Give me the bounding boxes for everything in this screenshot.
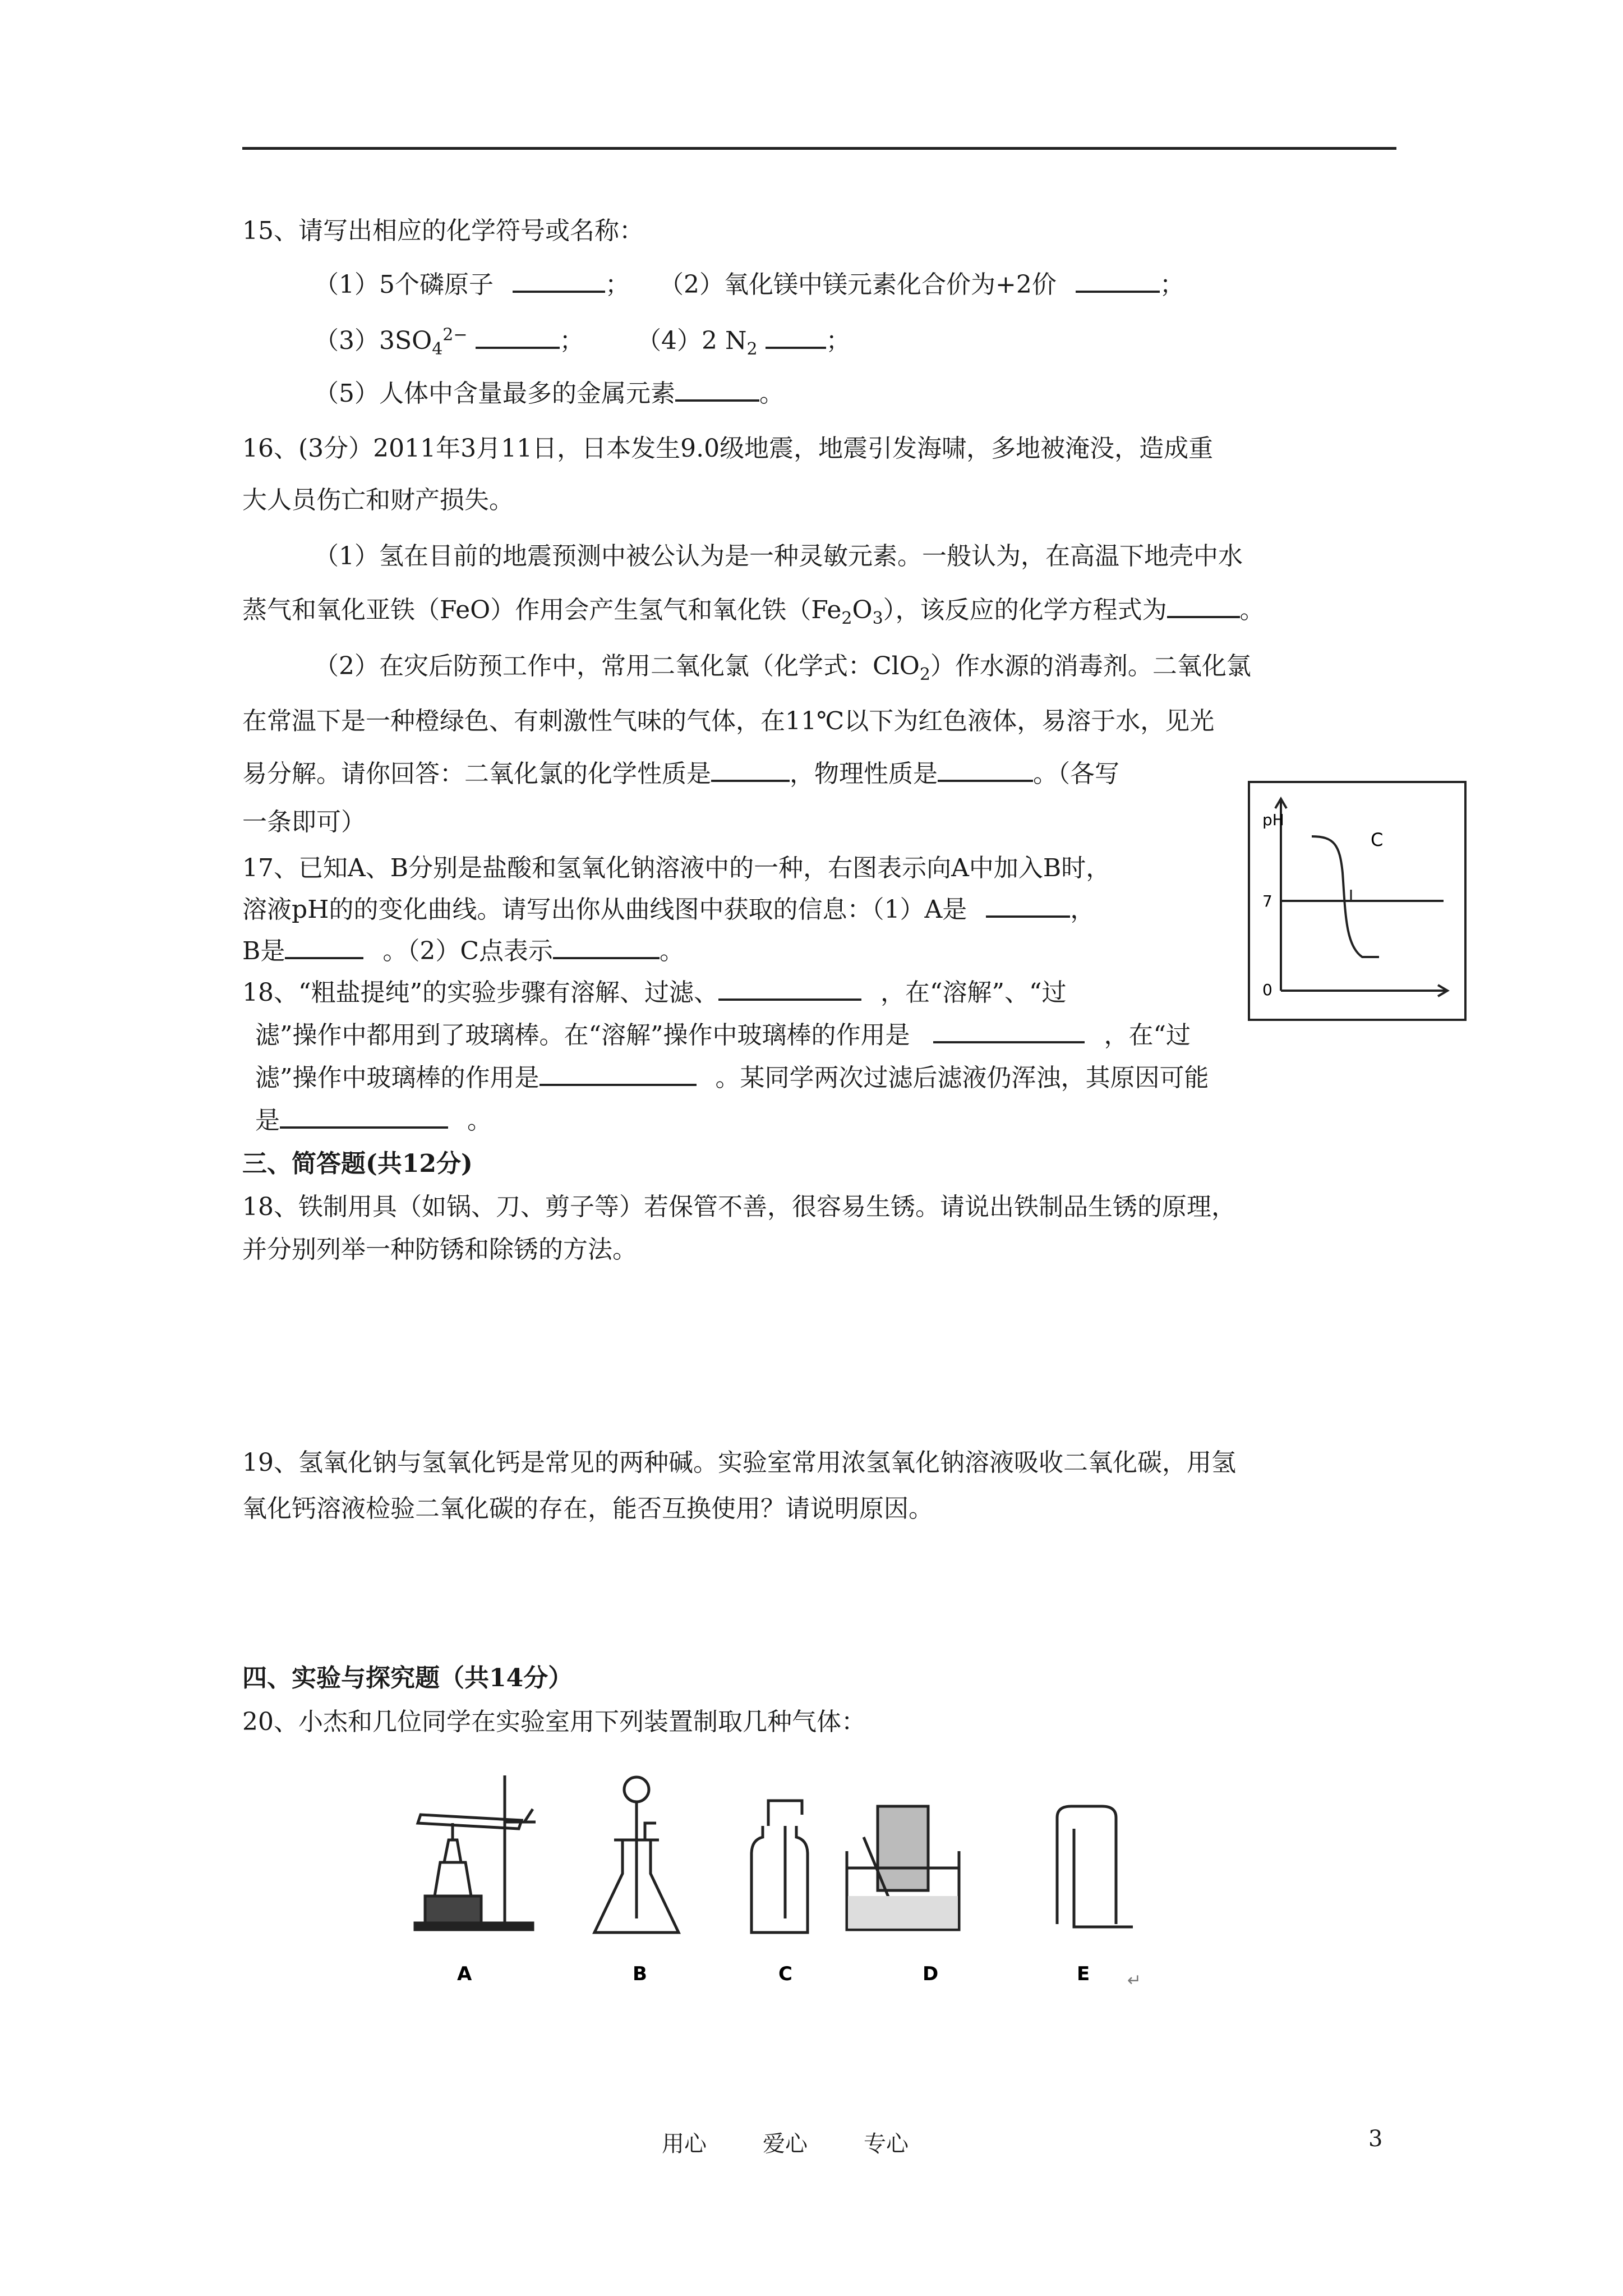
comma: ，: [1070, 895, 1095, 924]
footer-slogan-1: 用心: [662, 2131, 707, 2157]
text: 。（各写: [1033, 760, 1119, 788]
apparatus-b: [594, 1777, 679, 1932]
header-rule: [242, 147, 1396, 150]
q15-title: 15、请写出相应的化学符号或名称：: [242, 217, 644, 245]
q15-part5-text: （5）人体中含量最多的金属元素: [314, 379, 675, 408]
separator: ；: [559, 326, 584, 355]
q16-line2: 大人员伤亡和财产损失。: [242, 486, 514, 514]
section3-heading: 三、简答题(共12分): [242, 1149, 473, 1178]
text: 蒸气和氧化亚铁（FeO）作用会产生氢气和氧化铁（Fe: [242, 596, 842, 624]
q18-line4: [255, 1104, 492, 1138]
q15-part1-text: （1）5个磷原子: [314, 270, 494, 299]
label-c: C: [778, 1963, 792, 1985]
section4-heading: 四、实验与探究题（共14分）: [242, 1664, 573, 1692]
q16-p2-line4: 一条即可）: [242, 808, 366, 836]
text: 溶液pH的的变化曲线。请写出你从曲线图中获取的信息：（1）A是: [242, 895, 967, 924]
tick-label-7: 7: [1262, 892, 1272, 910]
q17-line1: 17、已知A、B分别是盐酸和氢氧化钠溶液中的一种，右图表示向A中加入B时，: [242, 854, 1111, 882]
subscript: 2: [746, 339, 758, 359]
q18-line2: [255, 1019, 1191, 1052]
q15-part4-text: （4）2 N: [637, 326, 747, 355]
q16-p2-line3: [242, 757, 1119, 791]
label-a: A: [457, 1963, 472, 1985]
q16-p2-line2: 在常温下是一种橙绿色、有刺激性气味的气体，在11℃以下为红色液体，易溶于水，见光: [242, 707, 1215, 735]
apparatus-figure: [393, 1756, 1267, 1991]
answer-blank[interactable]: [513, 268, 605, 293]
period: 。: [759, 379, 784, 408]
q15-part4: [637, 324, 851, 358]
separator: ；: [826, 326, 851, 355]
text: ）作水源的消毒剂。二氧化氯: [930, 652, 1251, 680]
answer-blank[interactable]: [1076, 268, 1160, 293]
subscript: 2: [841, 608, 852, 628]
apparatus-e: [1057, 1806, 1133, 1927]
text: O: [852, 596, 873, 624]
text: ，在“过: [1104, 1021, 1191, 1050]
apparatus-svg: [393, 1756, 1267, 1991]
ph-curve-svg: [1250, 783, 1464, 1019]
answer-blank[interactable]: [675, 377, 759, 402]
q15-part2: [659, 268, 1184, 302]
answer-blank[interactable]: [718, 976, 861, 1001]
text: B是: [242, 937, 285, 965]
label-b: B: [633, 1963, 647, 1985]
subscript: 2: [919, 664, 930, 684]
text: 滤”操作中都用到了玻璃棒。在“溶解”操作中玻璃棒的作用是: [255, 1021, 910, 1050]
text: ，在“溶解”、“过: [880, 978, 1067, 1007]
apparatus-d: [847, 1806, 959, 1930]
section4-q20: 20、小杰和几位同学在实验室用下列装置制取几种气体：: [242, 1708, 866, 1736]
q17-line3: [242, 935, 684, 968]
text: 。某同学两次过滤后滤液仍浑浊，其原因可能: [715, 1064, 1209, 1092]
period: 。: [467, 1106, 492, 1135]
separator: ；: [1159, 270, 1184, 299]
q15-part5: [314, 377, 784, 411]
subscript: 4: [432, 339, 443, 359]
q15-part3-text: （3）3SO: [314, 326, 432, 355]
q17-line2: [242, 893, 1095, 927]
period: 。: [660, 937, 685, 965]
page-number: 3: [1368, 2126, 1383, 2152]
section3-q19-line1: 19、氢氧化钠与氢氧化钙是常见的两种碱。实验室常用浓氢氧化钠溶液吸收二氧化碳，用氢: [242, 1448, 1236, 1477]
apparatus-c: [751, 1801, 808, 1932]
subscript: 3: [872, 608, 883, 628]
period: 。: [1239, 596, 1265, 624]
answer-blank[interactable]: [476, 324, 560, 349]
text: 。（2）C点表示: [382, 937, 554, 965]
q18-line3: [255, 1061, 1209, 1095]
section3-q19-line2: 氧化钙溶液检验二氧化碳的存在，能否互换使用？请说明原因。: [242, 1494, 933, 1523]
text: ），该反应的化学方程式为: [883, 596, 1167, 624]
answer-blank[interactable]: [540, 1061, 697, 1086]
text: 18、“粗盐提纯”的实验步骤有溶解、过滤、: [242, 978, 718, 1007]
point-label: C: [1371, 829, 1384, 850]
q16-p1-line2: [242, 593, 1265, 627]
q15-part2-text: （2）氧化镁中镁元素化合价为+2价: [659, 270, 1057, 299]
answer-blank[interactable]: [986, 893, 1070, 918]
q16-p1-line1: （1）氢在目前的地震预测中被公认为是一种灵敏元素。一般认为，在高温下地壳中水: [314, 542, 1243, 570]
text: 滤”操作中玻璃棒的作用是: [255, 1064, 540, 1092]
y-axis-label: pH: [1262, 811, 1284, 829]
answer-blank[interactable]: [1167, 593, 1240, 618]
section3-q18-line1: 18、铁制用具（如锅、刀、剪子等）若保管不善，很容易生锈。请说出铁制品生锈的原理，: [242, 1193, 1236, 1221]
answer-blank[interactable]: [933, 1019, 1085, 1043]
ph-curve-figure: [1248, 781, 1467, 1021]
section3-q18-line2: 并分别列举一种防锈和除锈的方法。: [242, 1235, 637, 1264]
answer-blank[interactable]: [938, 757, 1033, 782]
separator: ；: [605, 270, 630, 299]
return-mark: ↵: [1127, 1971, 1142, 1990]
answer-blank[interactable]: [766, 324, 826, 349]
text: ，物理性质是: [790, 760, 938, 788]
answer-blank[interactable]: [280, 1104, 448, 1129]
footer-slogan-3: 专心: [864, 2131, 909, 2157]
answer-blank[interactable]: [285, 935, 363, 959]
label-e: E: [1077, 1963, 1090, 1985]
label-d: D: [923, 1963, 939, 1985]
footer-slogan-2: 爱心: [763, 2131, 808, 2157]
answer-blank[interactable]: [553, 935, 660, 959]
origin-label: 0: [1262, 981, 1272, 999]
q16-line1: 16、(3分）2011年3月11日，日本发生9.0级地震，地震引发海啸，多地被淹没，造成重: [242, 434, 1214, 463]
apparatus-a: [415, 1775, 536, 1930]
text: 是: [255, 1106, 280, 1135]
text: 易分解。请你回答：二氧化氯的化学性质是: [242, 760, 711, 788]
q15-part3: [314, 324, 584, 358]
superscript: 2−: [442, 325, 468, 345]
q16-p2-line1: [314, 650, 1251, 683]
q15-part1: [314, 268, 630, 302]
q18-line1: [242, 976, 1066, 1010]
answer-blank[interactable]: [711, 757, 790, 782]
text: （2）在灾后防预工作中，常用二氧化氯（化学式：ClO: [314, 652, 920, 680]
